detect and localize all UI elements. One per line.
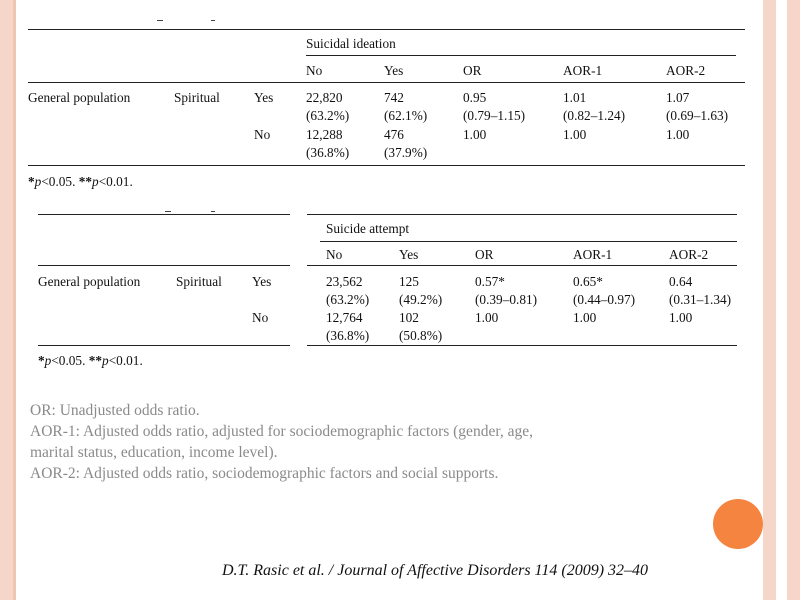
table-bottom-rule-left (38, 345, 290, 346)
cell-or: 1.00 (475, 310, 499, 325)
col-header-aor2: AOR-2 (666, 63, 706, 78)
cell-no-n: 12,288 (306, 127, 343, 142)
col-header-no: No (306, 63, 323, 78)
cell-or-ci: (0.79–1.15) (463, 108, 526, 123)
note-line: AOR-1: Adjusted odds ratio, adjusted for sociodemographic factors (gender, age, (30, 423, 533, 440)
header-bottom-rule-left (38, 265, 290, 266)
cell-aor2-ci: (0.69–1.63) (666, 108, 729, 123)
note-line: AOR-2: Adjusted odds ratio, sociodemographic factors and social supports. (30, 465, 499, 482)
col-header-yes: Yes (399, 247, 419, 262)
cell-aor1: 1.00 (573, 310, 597, 325)
col-header-yes: Yes (384, 63, 404, 78)
row-category: Spiritual (174, 90, 220, 105)
row-level-no: No (254, 127, 271, 142)
cell-yes-pct: (37.9%) (384, 145, 428, 160)
scan-artifact (165, 211, 171, 212)
cell-or: 0.57* (475, 274, 505, 289)
cell-aor2: 1.00 (669, 310, 693, 325)
col-header-or: OR (475, 247, 494, 262)
row-level-yes: Yes (252, 274, 272, 289)
col-header-aor1: AOR-1 (573, 247, 613, 262)
cell-aor1-ci: (0.82–1.24) (563, 108, 626, 123)
table-bottom-rule-right (307, 345, 737, 346)
col-header-aor2: AOR-2 (669, 247, 709, 262)
cell-yes-n: 102 (399, 310, 419, 325)
group-header: Suicidal ideation (306, 36, 396, 51)
cell-no-pct: (63.2%) (306, 108, 350, 123)
group-header-rule (320, 241, 737, 242)
cell-or-ci: (0.39–0.81) (475, 292, 538, 307)
decorative-orange-circle (713, 499, 763, 549)
table-top-rule-left (38, 214, 290, 215)
row-label: General population (38, 274, 141, 289)
note-line: OR: Unadjusted odds ratio. (30, 402, 200, 419)
cell-yes-pct: (50.8%) (399, 328, 443, 343)
cell-or: 1.00 (463, 127, 487, 142)
cell-no-pct: (63.2%) (326, 292, 370, 307)
row-level-no: No (252, 310, 269, 325)
cell-yes-pct: (49.2%) (399, 292, 443, 307)
table-top-rule-right (307, 214, 737, 215)
cell-aor2: 1.07 (666, 90, 690, 105)
row-label: General population (28, 90, 131, 105)
significance-footnote: *p<0.05. **p<0.01. (38, 353, 143, 368)
cell-yes-n: 476 (384, 127, 404, 142)
row-category: Spiritual (176, 274, 222, 289)
cell-aor1: 1.00 (563, 127, 587, 142)
scan-artifact (211, 211, 215, 212)
header-bottom-rule-right (307, 265, 737, 266)
note-line: marital status, education, income level). (30, 444, 278, 461)
citation: D.T. Rasic et al. / Journal of Affective Disorders 114 (2009) 32–40 (222, 562, 649, 579)
col-header-or: OR (463, 63, 482, 78)
cell-no-n: 23,562 (326, 274, 363, 289)
cell-no-n: 22,820 (306, 90, 343, 105)
cell-no-n: 12,764 (326, 310, 363, 325)
cell-no-pct: (36.8%) (306, 145, 350, 160)
cell-no-pct: (36.8%) (326, 328, 370, 343)
cell-aor1: 0.65* (573, 274, 603, 289)
col-header-aor1: AOR-1 (563, 63, 603, 78)
row-level-yes: Yes (254, 90, 274, 105)
cell-aor1: 1.01 (563, 90, 587, 105)
cell-aor2: 1.00 (666, 127, 690, 142)
cell-aor1-ci: (0.44–0.97) (573, 292, 636, 307)
cell-yes-n: 742 (384, 90, 404, 105)
group-header: Suicide attempt (326, 221, 410, 236)
significance-footnote: *p<0.05. **p<0.01. (28, 174, 133, 189)
cell-aor2: 0.64 (669, 274, 693, 289)
cell-or: 0.95 (463, 90, 487, 105)
col-header-no: No (326, 247, 343, 262)
abbreviation-notes (30, 400, 750, 484)
cell-yes-pct: (62.1%) (384, 108, 428, 123)
cell-aor2-ci: (0.31–1.34) (669, 292, 732, 307)
cell-yes-n: 125 (399, 274, 419, 289)
